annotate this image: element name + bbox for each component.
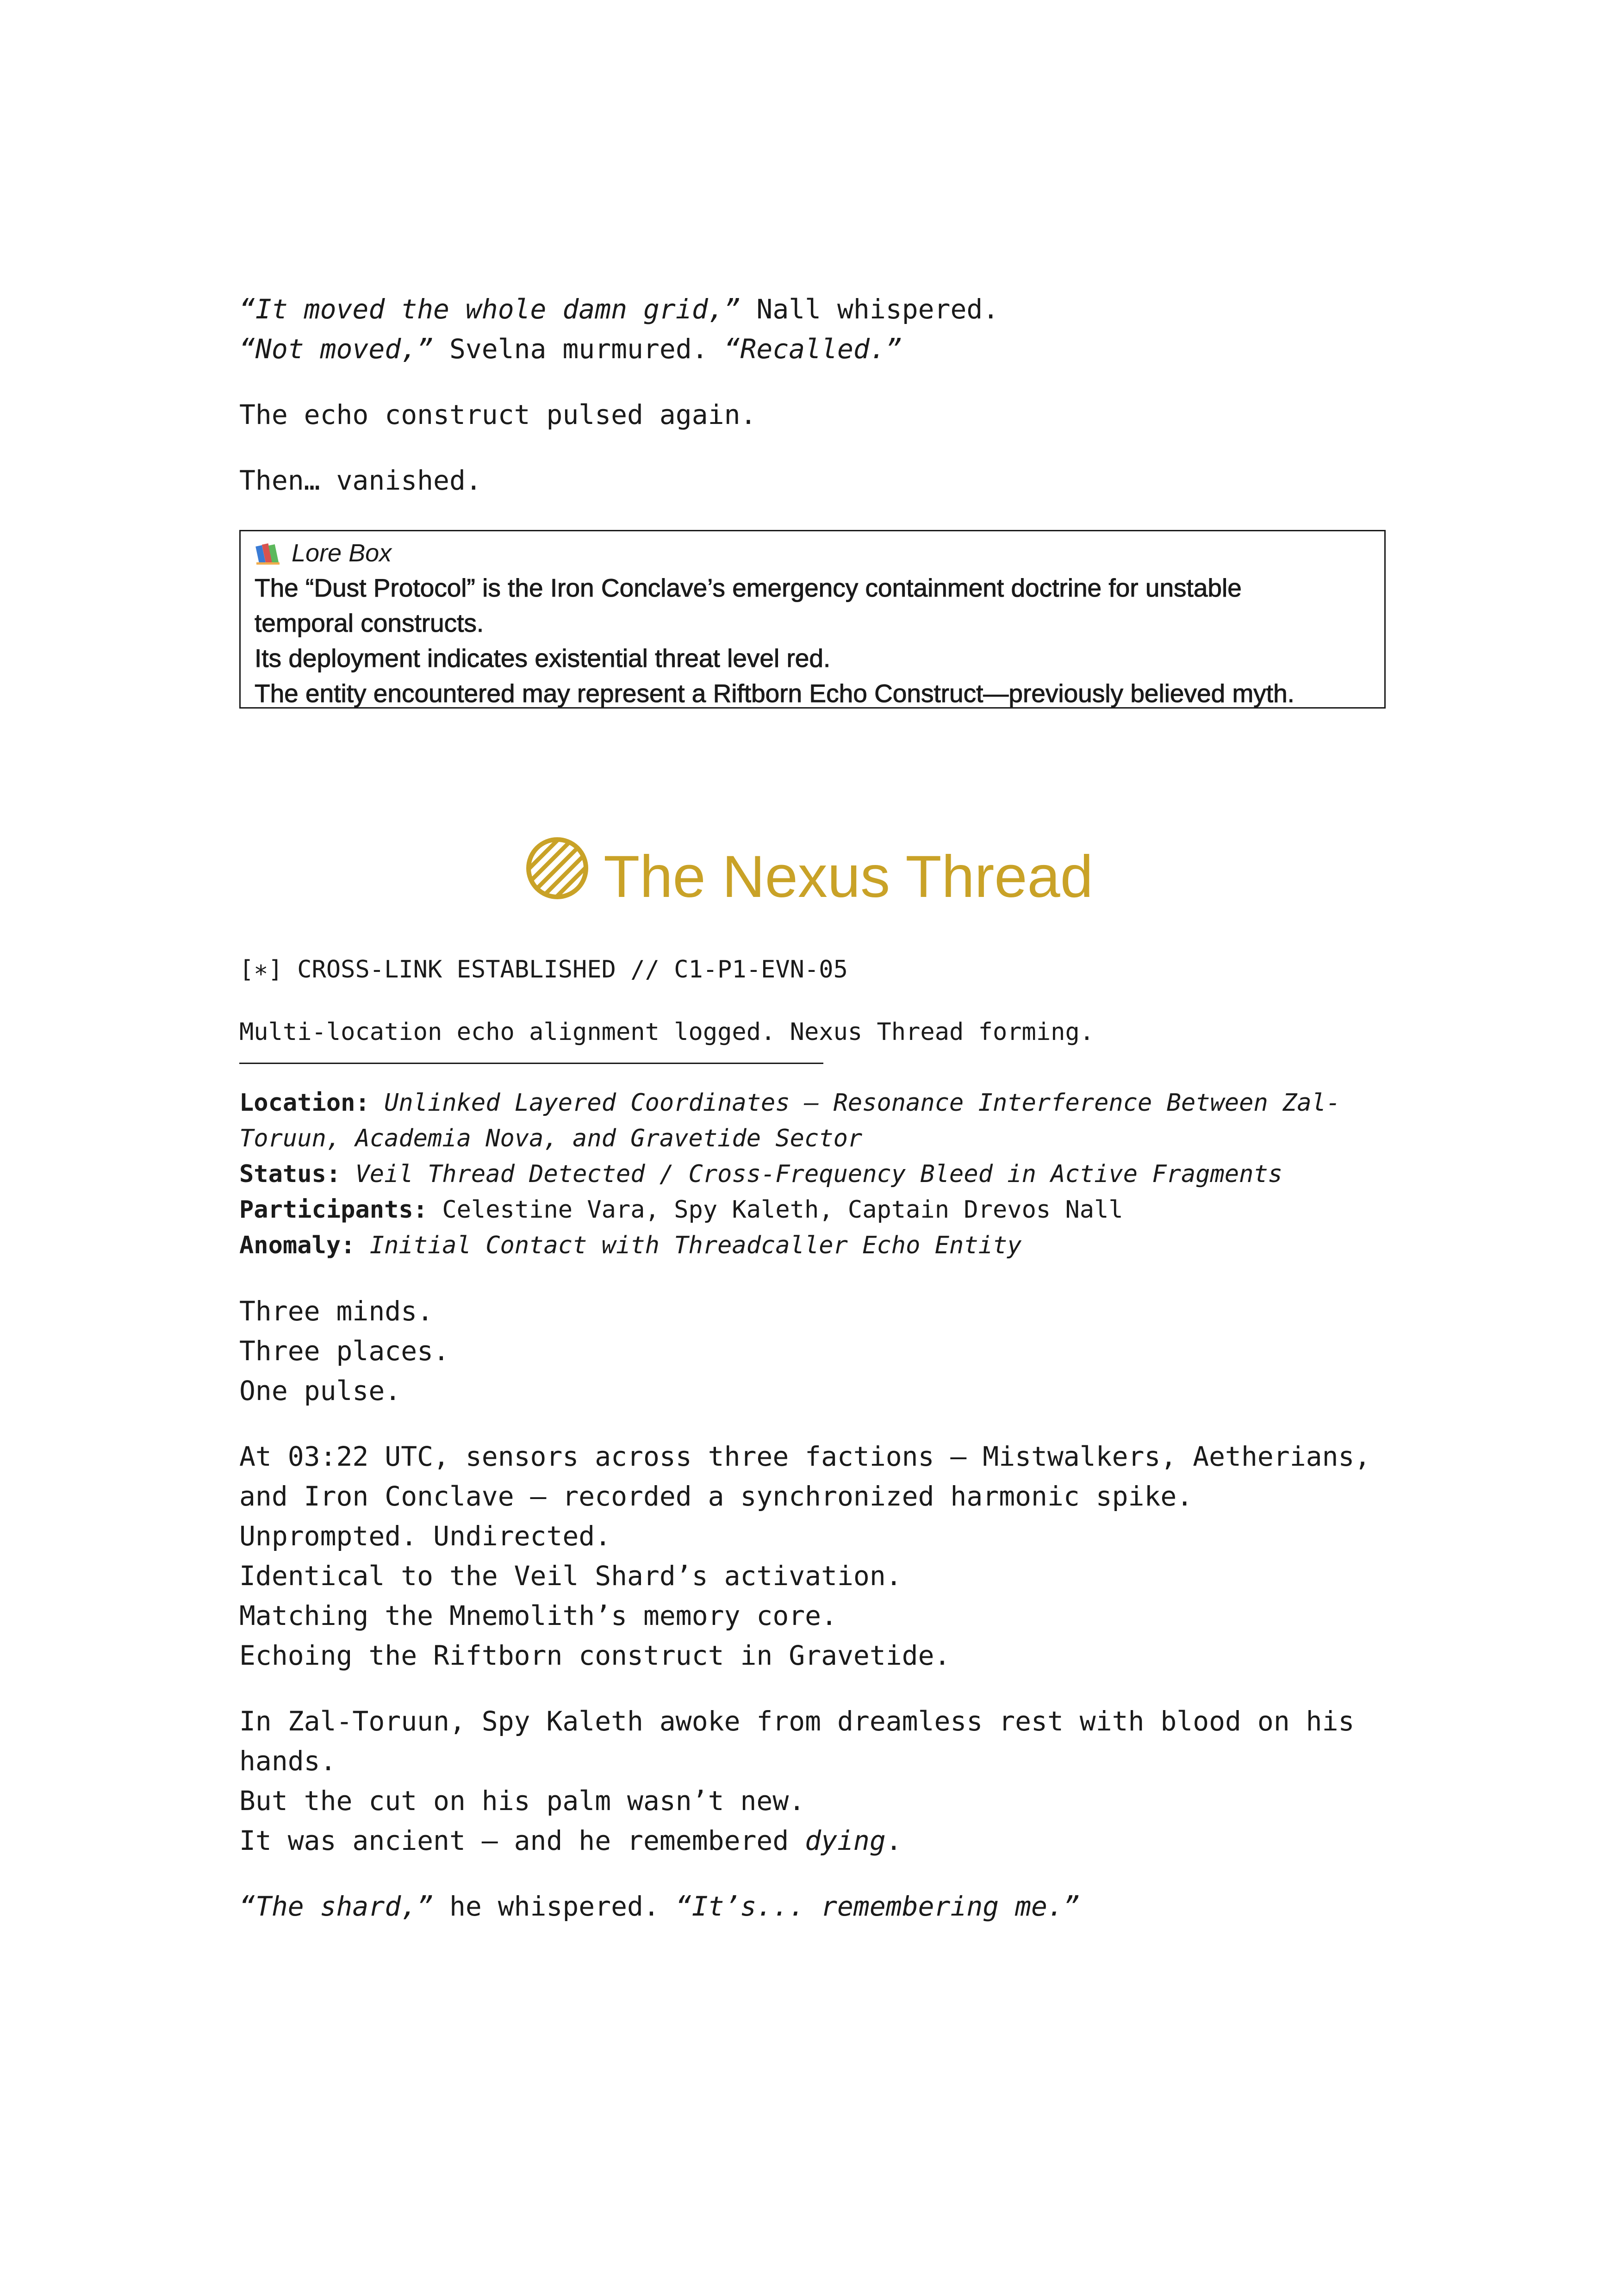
- paragraph-line: But the cut on his palm wasn’t new.: [239, 1785, 805, 1817]
- narration: Svelna murmured.: [433, 333, 724, 365]
- quote: “It moved the whole damn grid,”: [239, 293, 741, 325]
- paragraph-line: hands.: [239, 1745, 336, 1777]
- participants-row: [239, 1192, 1387, 1228]
- dialogue-line: [239, 329, 1396, 369]
- books-icon: [255, 541, 283, 566]
- lore-box-title: Lore Box: [292, 539, 392, 567]
- crosslink-log: [∗] CROSS-LINK ESTABLISHED // C1-P1-EVN-05: [239, 956, 848, 983]
- section-heading: [0, 840, 1618, 922]
- lore-box: [239, 530, 1386, 709]
- participants-label: Participants:: [239, 1196, 428, 1224]
- paragraph-line: Three minds.: [239, 1295, 434, 1327]
- narration: he whispered.: [433, 1891, 676, 1922]
- anomaly-value: Initial Contact with Threadcaller Echo Entity: [369, 1232, 1022, 1259]
- status-value: Veil Thread Detected / Cross-Frequency Bleed in Active Fragments: [355, 1160, 1283, 1188]
- paragraph: [239, 1701, 1396, 1860]
- location-value: Unlinked Layered Coordinates — Resonance Interference Between Zal-: [384, 1089, 1341, 1117]
- narration: It was ancient — and he remembered: [239, 1825, 805, 1856]
- alignment-log: Multi-location echo alignment logged. Nexus Thread forming.: [239, 1018, 1095, 1046]
- dialogue-line: [239, 289, 1396, 329]
- paragraph-line: Matching the Mnemolith’s memory core.: [239, 1600, 838, 1631]
- location-row: [239, 1085, 1387, 1121]
- anomaly-row: [239, 1228, 1387, 1263]
- story-text: [239, 1291, 1396, 1952]
- paragraph-line: In Zal-Toruun, Spy Kaleth awoke from dreamless rest with blood on his: [239, 1705, 1355, 1737]
- striped-circle-icon: [525, 836, 590, 918]
- narration: Nall whispered.: [740, 293, 999, 325]
- paragraph-line: Three places.: [239, 1335, 449, 1367]
- quote: “Not moved,”: [239, 333, 434, 365]
- paragraph: [239, 1437, 1396, 1675]
- paragraph-line: The echo construct pulsed again.: [239, 399, 757, 430]
- location-label: Location:: [239, 1089, 370, 1117]
- paragraph-line: Echoing the Riftborn construct in Gravetide.: [239, 1640, 951, 1671]
- paragraph: [239, 1886, 1396, 1926]
- participants-value: Celestine Vara, Spy Kaleth, Captain Drevos Nall: [442, 1196, 1123, 1224]
- emphasis: dying: [805, 1825, 886, 1856]
- paragraph: [239, 1291, 1396, 1411]
- quote: “It’s... remembering me.”: [675, 1891, 1080, 1922]
- paragraph-line: [239, 1821, 1396, 1860]
- status-row: [239, 1157, 1387, 1192]
- paragraph-line: At 03:22 UTC, sensors across three factions — Mistwalkers, Aetherians,: [239, 1441, 1371, 1472]
- lore-box-line: The “Dust Protocol” is the Iron Conclave’s emergency containment doctrine for unstable: [255, 573, 1242, 602]
- paragraph-line: One pulse.: [239, 1375, 401, 1406]
- lore-box-line: temporal constructs.: [255, 609, 484, 637]
- divider: [239, 1063, 823, 1064]
- location-row-cont: [239, 1121, 1387, 1157]
- status-label: Status:: [239, 1160, 341, 1188]
- lore-box-header: [255, 536, 1370, 570]
- dialogue-line: [239, 1886, 1396, 1926]
- paragraph-line: and Iron Conclave — recorded a synchronized harmonic spike.: [239, 1481, 1193, 1512]
- paragraph-line: Unprompted. Undirected.: [239, 1520, 611, 1552]
- lore-box-line: The entity encountered may represent a Riftborn Echo Construct—previously believed myth.: [255, 679, 1294, 708]
- narration: .: [885, 1825, 902, 1856]
- scene-ending-text: [239, 289, 1396, 526]
- lore-box-line: Its deployment indicates existential threat level red.: [255, 644, 831, 672]
- section-title: The Nexus Thread: [604, 844, 1093, 910]
- paragraph-line: Then… vanished.: [239, 465, 482, 496]
- location-value: Toruun, Academia Nova, and Gravetide Sector: [239, 1125, 863, 1152]
- paragraph-line: Identical to the Veil Shard’s activation.: [239, 1560, 902, 1592]
- event-metadata: [239, 1085, 1387, 1263]
- quote: “The shard,”: [239, 1891, 434, 1922]
- anomaly-label: Anomaly:: [239, 1232, 355, 1259]
- quote: “Recalled.”: [724, 333, 902, 365]
